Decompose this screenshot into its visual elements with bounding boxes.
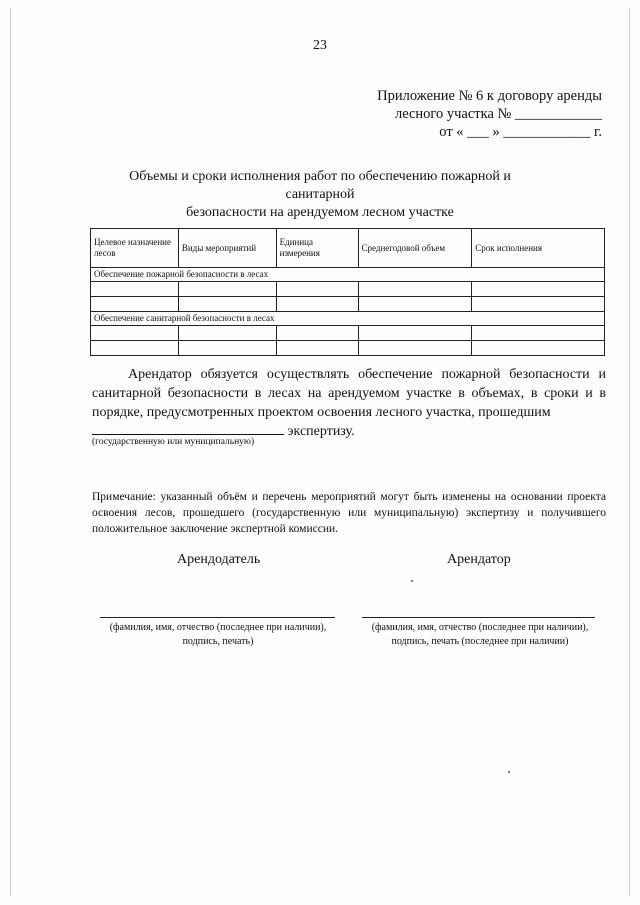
appendix-header bbox=[282, 87, 602, 141]
header-activities: Виды мероприятий bbox=[178, 229, 276, 268]
lessor-signature-caption bbox=[96, 621, 340, 649]
header-deadline: Срок исполнения bbox=[472, 229, 605, 268]
obligation-paragraph bbox=[92, 365, 606, 441]
document-title bbox=[96, 168, 544, 222]
scan-speck bbox=[508, 771, 510, 773]
title-line-1: Объемы и сроки исполнения работ по обеспечению пожарной и санитарной bbox=[129, 169, 511, 202]
title-line-2: безопасности на арендуемом лесном участке bbox=[186, 205, 454, 220]
table-row bbox=[91, 282, 605, 297]
lessee-signature-caption bbox=[358, 621, 602, 649]
lessee-caption-line-1: (фамилия, имя, отчество (последнее при наличии), bbox=[371, 622, 589, 633]
scan-speck bbox=[411, 580, 413, 582]
lessee-caption-line-2: подпись, печать (последнее при наличии) bbox=[391, 636, 569, 647]
table-section-row bbox=[91, 268, 605, 282]
section-sanitary-safety: Обеспечение санитарной безопасности в лесах bbox=[91, 312, 605, 326]
table-row bbox=[91, 326, 605, 341]
page-number: 23 bbox=[313, 38, 327, 53]
section-fire-safety: Обеспечение пожарной безопасности в лесах bbox=[91, 268, 605, 282]
appendix-line-2: лесного участка № ____________ bbox=[394, 106, 602, 122]
lessee-label: Арендатор bbox=[447, 552, 511, 567]
lessor-caption-line-2: подпись, печать) bbox=[182, 636, 254, 647]
lessor-signature-line bbox=[100, 617, 335, 618]
header-unit: Единица измерения bbox=[276, 229, 358, 268]
lessor-caption-line-1: (фамилия, имя, отчество (последнее при наличии), bbox=[109, 622, 327, 633]
table-row bbox=[91, 297, 605, 312]
page-border bbox=[10, 8, 630, 896]
table-row bbox=[91, 341, 605, 356]
blank-line-caption: (государственную или муниципальную) bbox=[92, 437, 255, 447]
note-text: Примечание: указанный объём и перечень мероприятий могут быть изменены на основании проекта освоения лесов, прошедшего (государственную или муниципальную) экспертизу и получившего положительное заключение экспертной комиссии. bbox=[92, 491, 606, 535]
obligation-tail: экспертизу. bbox=[287, 424, 355, 439]
appendix-line-3: от « ___ » ____________ г. bbox=[439, 124, 602, 140]
table-header-row bbox=[91, 229, 605, 268]
lessee-signature-line bbox=[362, 617, 595, 618]
obligation-text: Арендатор обязуется осуществлять обеспечение пожарной безопасности и санитарной безопасности в лесах на арендуемом участке в объемах, в сроки и в порядке, предусмотренных проектом освоения лесного участка, прошедшим bbox=[92, 367, 606, 420]
header-purpose: Целевое назначение лесов bbox=[91, 229, 179, 268]
works-table bbox=[90, 228, 605, 356]
blank-fill-line bbox=[92, 422, 284, 435]
table-section-row bbox=[91, 312, 605, 326]
header-annual-volume: Среднегодовой объем bbox=[358, 229, 472, 268]
lessor-label: Арендодатель bbox=[177, 552, 261, 567]
appendix-line-1: Приложение № 6 к договору аренды bbox=[377, 88, 602, 104]
